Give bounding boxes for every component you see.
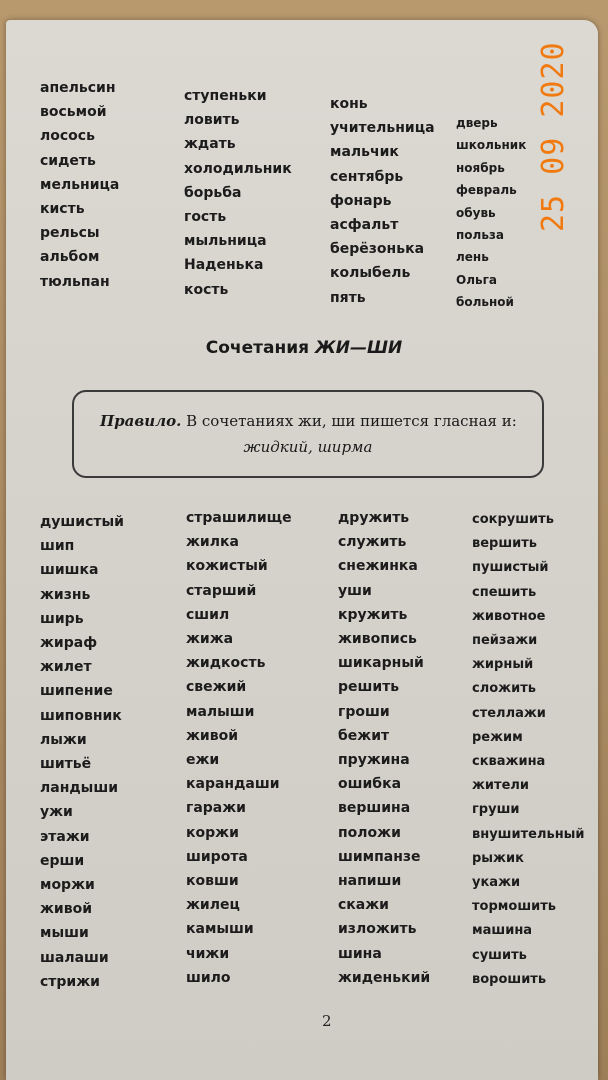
- word-item: обувь: [456, 205, 496, 220]
- word-item: шило: [186, 969, 231, 986]
- word-item: сидеть: [40, 152, 96, 169]
- word-item: шитьё: [40, 756, 92, 772]
- word-item: шимпанзе: [338, 848, 421, 865]
- word-item: конь: [330, 96, 368, 112]
- word-item: уши: [338, 582, 372, 599]
- section-title-combination: ЖИ—ШИ: [314, 338, 403, 358]
- word-item: ступеньки: [184, 88, 267, 104]
- word-item: мальчик: [330, 144, 399, 161]
- word-item: берёзонька: [330, 241, 425, 258]
- word-item: вершить: [472, 536, 538, 552]
- word-item: шина: [338, 945, 382, 962]
- word-item: больной: [456, 295, 514, 310]
- word-item: кружить: [338, 606, 408, 623]
- word-item: холодильник: [184, 160, 292, 177]
- word-item: изложить: [338, 921, 417, 938]
- word-item: ворошить: [472, 971, 547, 987]
- word-item: дружить: [338, 510, 410, 526]
- word-item: снежинка: [338, 558, 418, 575]
- word-item: животное: [472, 608, 546, 624]
- word-item: вершина: [338, 800, 411, 817]
- word-item: тормошить: [472, 899, 556, 915]
- word-item: моржи: [40, 877, 95, 893]
- word-item: Ольга: [456, 272, 497, 287]
- word-item: жидкость: [186, 655, 266, 672]
- word-item: жилет: [40, 659, 92, 676]
- word-item: мельница: [40, 176, 120, 193]
- word-item: ловить: [184, 112, 240, 129]
- word-item: мыльница: [184, 233, 267, 250]
- word-item: свежий: [186, 679, 247, 696]
- word-item: восьмой: [40, 104, 107, 121]
- word-item: скажи: [338, 897, 389, 914]
- word-item: укажи: [472, 875, 521, 890]
- word-item: рельсы: [40, 225, 100, 242]
- word-item: пять: [330, 289, 366, 306]
- word-item: широта: [186, 848, 248, 865]
- word-item: ландыши: [40, 780, 119, 797]
- word-item: шикарный: [338, 655, 424, 672]
- rule-label: Правило.: [100, 412, 182, 430]
- word-item: гроши: [338, 703, 390, 720]
- word-item: кисть: [40, 201, 85, 217]
- word-item: ширь: [40, 610, 84, 627]
- word-item: дверь: [456, 116, 498, 130]
- word-item: альбом: [40, 249, 100, 266]
- word-item: рыжик: [472, 850, 524, 866]
- word-item: спешить: [472, 584, 537, 600]
- word-item: ошибка: [338, 776, 402, 793]
- section-title-prefix: Сочетания: [205, 338, 315, 358]
- date-stamp: 25 09 2020: [536, 41, 571, 232]
- word-item: жители: [472, 778, 530, 794]
- word-item: этажи: [40, 828, 90, 845]
- word-item: шип: [40, 538, 75, 555]
- word-item: мыши: [40, 925, 89, 942]
- word-item: сложить: [472, 681, 536, 697]
- word-item: сентябрь: [330, 168, 404, 185]
- word-item: колыбель: [330, 265, 411, 282]
- word-item: живой: [40, 901, 93, 918]
- word-item: шишка: [40, 562, 99, 579]
- rule-body: В сочетаниях жи, ши пишется гласная и:: [181, 412, 517, 430]
- word-item: малыши: [186, 703, 255, 720]
- word-item: сшил: [186, 606, 230, 623]
- word-item: лыжи: [40, 731, 87, 748]
- word-item: стеллажи: [472, 705, 546, 721]
- word-item: учительница: [330, 120, 435, 137]
- word-item: ждать: [184, 136, 236, 153]
- word-item: лосось: [40, 128, 95, 145]
- word-item: борьба: [184, 184, 242, 201]
- word-item: тюльпан: [40, 273, 110, 290]
- word-item: жилка: [186, 534, 239, 551]
- rule-examples: жидкий, ширма: [243, 438, 373, 456]
- word-item: кожистый: [186, 558, 268, 575]
- word-item: кость: [184, 281, 229, 298]
- word-item: ноябрь: [456, 160, 505, 175]
- word-item: гость: [184, 209, 227, 225]
- word-item: внушительный: [472, 826, 585, 842]
- rule-text: [100, 412, 517, 430]
- section-title: [0, 338, 608, 358]
- word-item: пушистый: [472, 560, 549, 576]
- word-item: душистый: [40, 514, 124, 530]
- word-item: ужи: [40, 804, 73, 821]
- word-item: живой: [186, 727, 239, 744]
- word-item: напиши: [338, 873, 402, 889]
- word-item: жираф: [40, 635, 98, 651]
- word-item: жизнь: [40, 586, 91, 603]
- word-item: шипение: [40, 683, 113, 700]
- word-item: шиповник: [40, 707, 122, 724]
- word-item: школьник: [456, 138, 527, 153]
- word-item: жилец: [186, 897, 240, 914]
- word-item: сушить: [472, 947, 527, 963]
- word-item: Наденька: [184, 257, 264, 274]
- word-item: ежи: [186, 752, 220, 768]
- word-item: ерши: [40, 852, 85, 869]
- word-item: гаражи: [186, 800, 246, 817]
- word-item: карандаши: [186, 776, 280, 793]
- rule-box: [72, 390, 544, 478]
- word-item: чижи: [186, 945, 230, 962]
- word-item: стрижи: [40, 973, 100, 990]
- word-item: страшилище: [186, 510, 292, 526]
- page-number: 2: [322, 1012, 332, 1030]
- word-item: жиденький: [338, 969, 431, 986]
- word-item: живопись: [338, 631, 417, 647]
- word-item: апельсин: [40, 80, 116, 96]
- word-item: польза: [456, 228, 504, 242]
- word-item: пружина: [338, 752, 410, 768]
- word-item: груши: [472, 802, 520, 818]
- word-item: скважина: [472, 754, 546, 769]
- word-item: старший: [186, 582, 257, 599]
- word-item: служить: [338, 534, 407, 551]
- word-item: пейзажи: [472, 633, 538, 648]
- word-item: машина: [472, 923, 533, 939]
- word-item: ковши: [186, 873, 239, 889]
- word-item: камыши: [186, 921, 254, 938]
- word-item: шалаши: [40, 949, 109, 966]
- word-item: бежит: [338, 727, 390, 744]
- word-item: сокрушить: [472, 512, 554, 527]
- word-item: асфальт: [330, 217, 399, 233]
- word-item: положи: [338, 824, 401, 841]
- word-item: жирный: [472, 657, 534, 673]
- word-item: февраль: [456, 183, 517, 198]
- word-item: режим: [472, 729, 523, 745]
- word-item: коржи: [186, 824, 239, 841]
- word-item: лень: [456, 250, 489, 265]
- word-item: решить: [338, 679, 400, 696]
- word-item: фонарь: [330, 192, 392, 209]
- word-item: жижа: [186, 631, 234, 647]
